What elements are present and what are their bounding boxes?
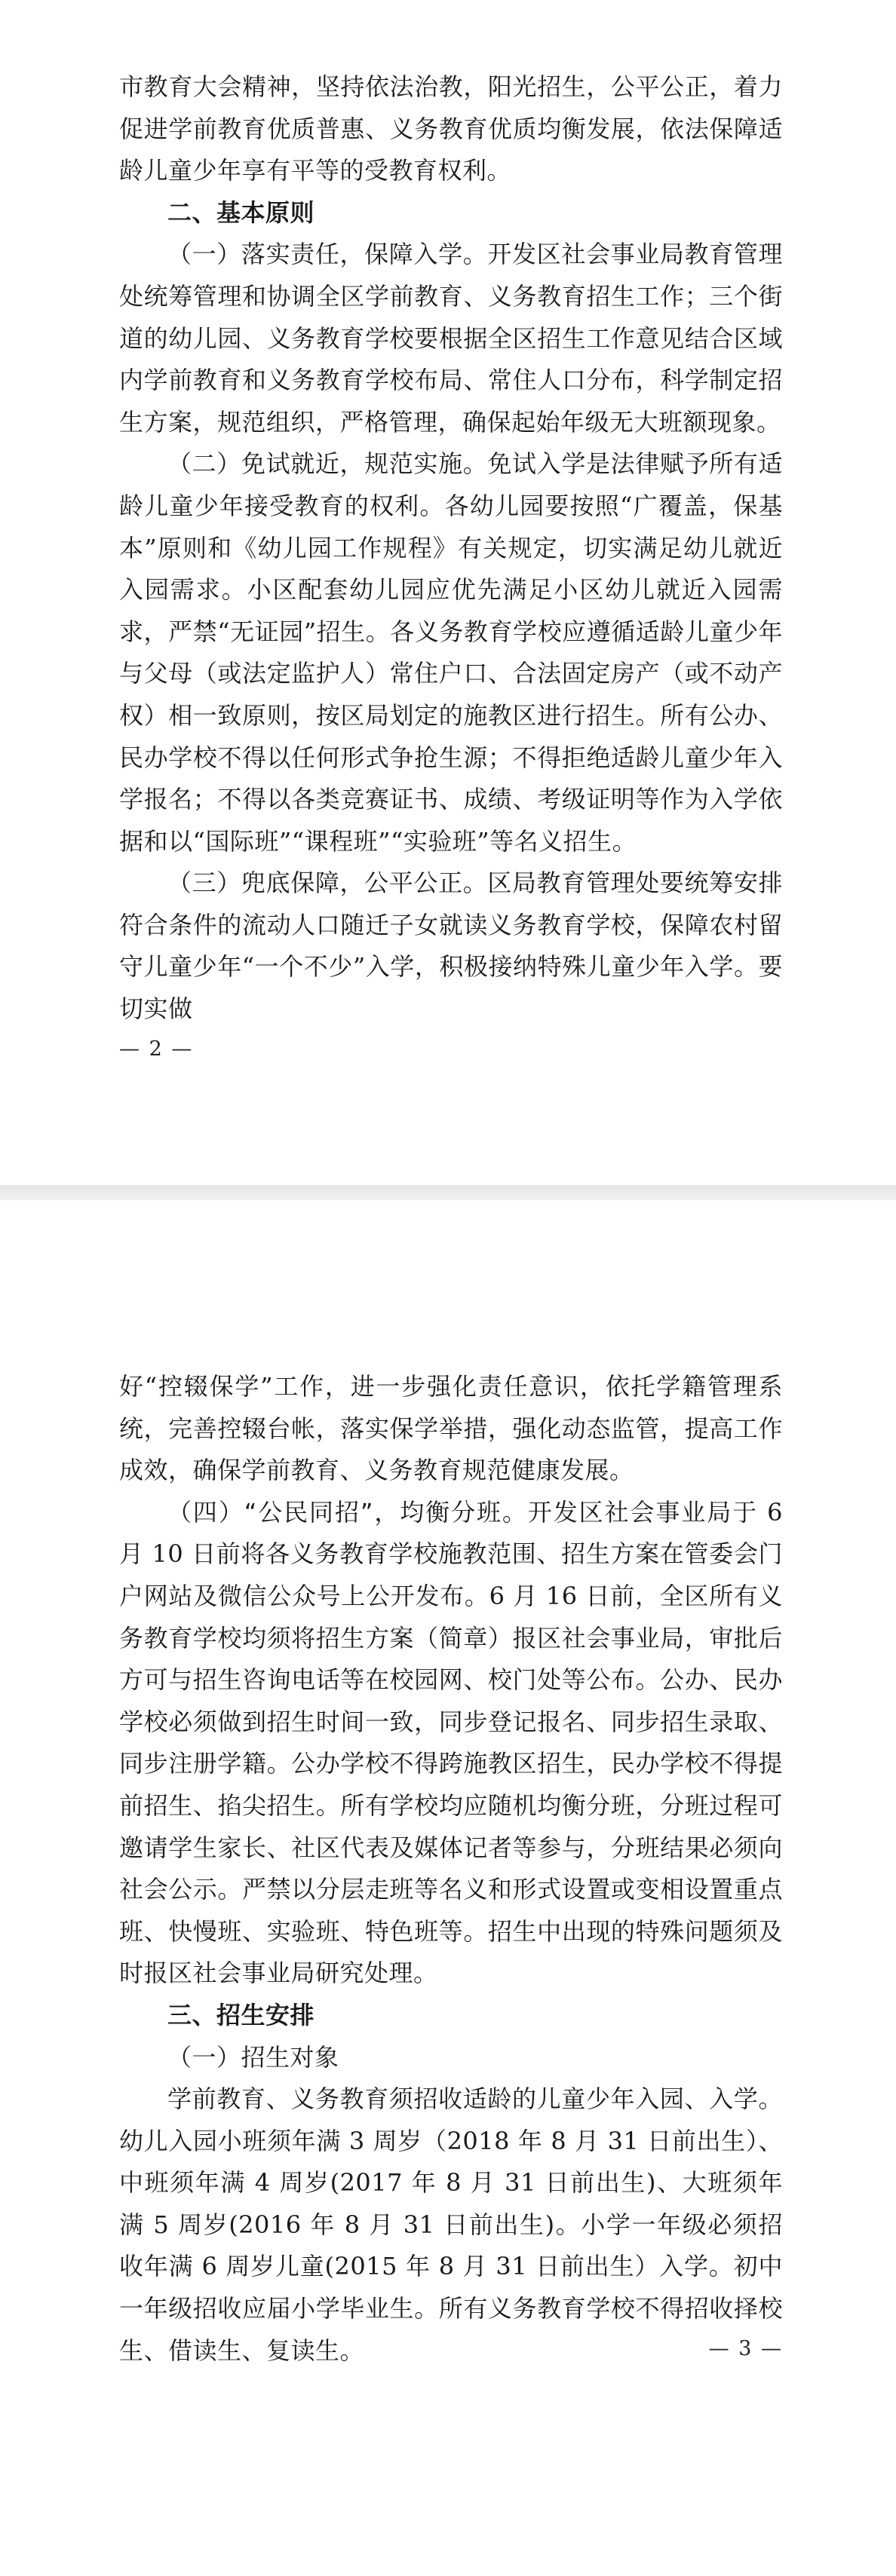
page-body	[119, 1366, 783, 2372]
principle-4-text: 开发区社会事业局于 6 月 10 日前将各义务教育学校施教范围、招生方案在管委会门户网站及微信公众号上公开发布。6 月 16 日前，全区所有义务教育学校均须将招生方案（简章）报区社会事业局，审批后方可与招生咨询电话等在校园网、校门处等公布。公办、民办学校必须做到招生时间一致，同步登记报名、同步招生录取、同步注册学籍。公办学校不得跨施教区招生，民办学校不得提前招生、掐尖招生。所有学校均应随机均衡分班，分班过程可邀请学生家长、社区代表及媒体记者等参与，分班结果必须向社会公示。严禁以分层走班等名义和形式设置或变相设置重点班、快慢班、实验班、特色班等。招生中出现的特殊问题须及时报区社会事业局研究处理。	[119, 1497, 783, 1988]
principle-3-lead: （三）兜底保障，公平公正。	[167, 868, 488, 898]
principle-1-lead: （一）落实责任，保障入学。	[167, 240, 488, 269]
principle-2-text: 免试入学是法律赋予所有适龄儿童少年接受教育的权利。各幼儿园要按照“广覆盖，保基本”原则和《幼儿园工作规程》有关规定，切实满足幼儿就近入园需求。小区配套幼儿园应优先满足小区幼儿就近入园需求，严禁“无证园”招生。各义务教育学校应遵循适龄儿童少年与父母（或法定监护人）常住户口、合法固定房产（或不动产权）相一致原则，按区局划定的施教区进行招生。所有公办、民办学校不得以任何形式争抢生源；不得拒绝适龄儿童少年入学报名；不得以各类竞赛证书、成绩、考级证明等作为入学依据和以“国际班”“课程班”“实验班”等名义招生。	[119, 449, 783, 856]
page-number: — 3 —	[708, 2337, 783, 2360]
page-number: — 2 —	[119, 1037, 194, 1061]
principle-4-lead: （四）“公民同招”，均衡分班。	[167, 1497, 528, 1527]
paragraph-intro-continued: 市教育大会精神，坚持依法治教，阳光招生，公平公正，着力促进学前教育优质普惠、义务教育优质均衡发展，依法保障适龄儿童少年享有平等的受教育权利。	[119, 72, 783, 185]
paragraph-principle-3	[119, 862, 783, 1030]
page-separator	[0, 1185, 896, 1200]
document-page-3	[0, 1200, 896, 2576]
paragraph-enrollment-target: 学前教育、义务教育须招收适龄的儿童少年入园、入学。幼儿入园小班须年满 3 周岁（2018 年 8 月 31 日前出生）、中班须年满 4 周岁(2017 年 8 月 31 日前出生)、大班须年满 5 周岁(2016 年 8 月 31 日前出生)。小学一年级必须招收年满 6 周岁儿童(2015 年 8 月 31 日前出生）入学。初中一年级招收应届小学毕业生。所有义务教育学校不得招收择校生、借读生、复读生。	[119, 2084, 783, 2365]
paragraph-principle-1	[119, 234, 783, 443]
paragraph-principle-3-continued: 好“控辍保学”工作，进一步强化责任意识，依托学籍管理系统，完善控辍台帐，落实保学举措，强化动态监管，提高工作成效，确保学前教育、义务教育规范健康发展。	[119, 1372, 783, 1485]
section-heading-basic-principles: 二、基本原则	[167, 198, 315, 227]
subheading-enrollment-target: （一）招生对象	[167, 2042, 339, 2072]
principle-2-lead: （二）免试就近，规范实施。	[167, 449, 488, 479]
paragraph-principle-4	[119, 1492, 783, 1995]
principle-1-text: 开发区社会事业局教育管理处统筹管理和协调全区学前教育、义务教育招生工作；三个街道的幼儿园、义务教育学校要根据全区招生工作意见结合区域内学前教育和义务教育学校布局、常住人口分布，科学制定招生方案，规范组织，严格管理，确保起始年级无大班额现象。	[119, 240, 783, 436]
paragraph-principle-2	[119, 443, 783, 862]
page-body	[119, 66, 783, 1031]
document-page-2	[0, 0, 896, 1185]
principle-3-text: 区局教育管理处要统筹安排符合条件的流动人口随迁子女就读义务教育学校，保障农村留守儿童少年“一个不少”入学，积极接纳特殊儿童少年入学。要切实做	[119, 868, 783, 1024]
section-heading-enrollment-arrangement: 三、招生安排	[167, 2000, 315, 2029]
